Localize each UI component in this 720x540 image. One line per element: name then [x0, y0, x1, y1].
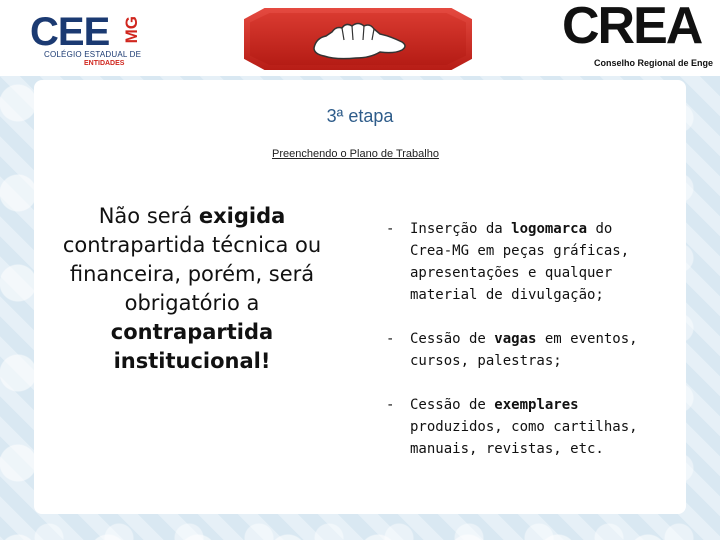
- cee-mg-logo: [30, 10, 150, 66]
- stop-sign: [244, 8, 472, 70]
- left-text-bold2: contrapartida institucional!: [110, 320, 274, 373]
- hand-stop-icon: [306, 18, 416, 62]
- left-statement: [52, 202, 332, 376]
- crea-logo-text: CREA: [562, 0, 702, 55]
- list-item: [386, 328, 656, 372]
- bullet-dash: -: [386, 331, 395, 347]
- bullet-text-bold: exemplares: [494, 397, 579, 413]
- bullet-text-pre: Cessão de: [410, 331, 495, 347]
- mg-logo-badge: MG: [122, 16, 141, 44]
- left-text-part2: contrapartida técnica ou financeira, porém, será obrigatório a: [62, 233, 322, 315]
- cee-logo-text: CEE: [30, 10, 110, 54]
- bullet-text-bold: logomarca: [511, 221, 588, 237]
- bullet-dash: -: [386, 397, 395, 413]
- crea-logo: [562, 0, 720, 76]
- bullet-text-bold: vagas: [494, 331, 537, 347]
- bullet-text-post: produzidos, como cartilhas, manuais, revistas, etc.: [410, 419, 638, 457]
- cee-logo-line1: COLÉGIO ESTADUAL DE: [44, 50, 142, 59]
- bullet-text-pre: Inserção da: [410, 221, 512, 237]
- slide-subtitle: Preenchendo o Plano de Trabalho: [272, 148, 439, 160]
- left-text-part1: Não será: [98, 204, 199, 228]
- list-item: [386, 218, 656, 306]
- left-text-bold1: exigida: [198, 204, 286, 228]
- slide-panel: [34, 80, 686, 514]
- bullet-text-pre: Cessão de: [410, 397, 495, 413]
- slide-title: 3ª etapa: [326, 106, 394, 126]
- bullet-text-post: em eventos, cursos, palestras;: [410, 331, 638, 369]
- crea-logo-subtitle: Conselho Regional de Enge: [594, 58, 714, 68]
- bullet-dash: -: [386, 221, 395, 237]
- list-item: [386, 394, 656, 460]
- bullet-list: [386, 218, 656, 482]
- header: [0, 0, 720, 76]
- bullet-text-post: do Crea-MG em peças gráficas, apresentações e qualquer material de divulgação;: [410, 221, 630, 303]
- cee-logo-line2: ENTIDADES: [84, 60, 125, 67]
